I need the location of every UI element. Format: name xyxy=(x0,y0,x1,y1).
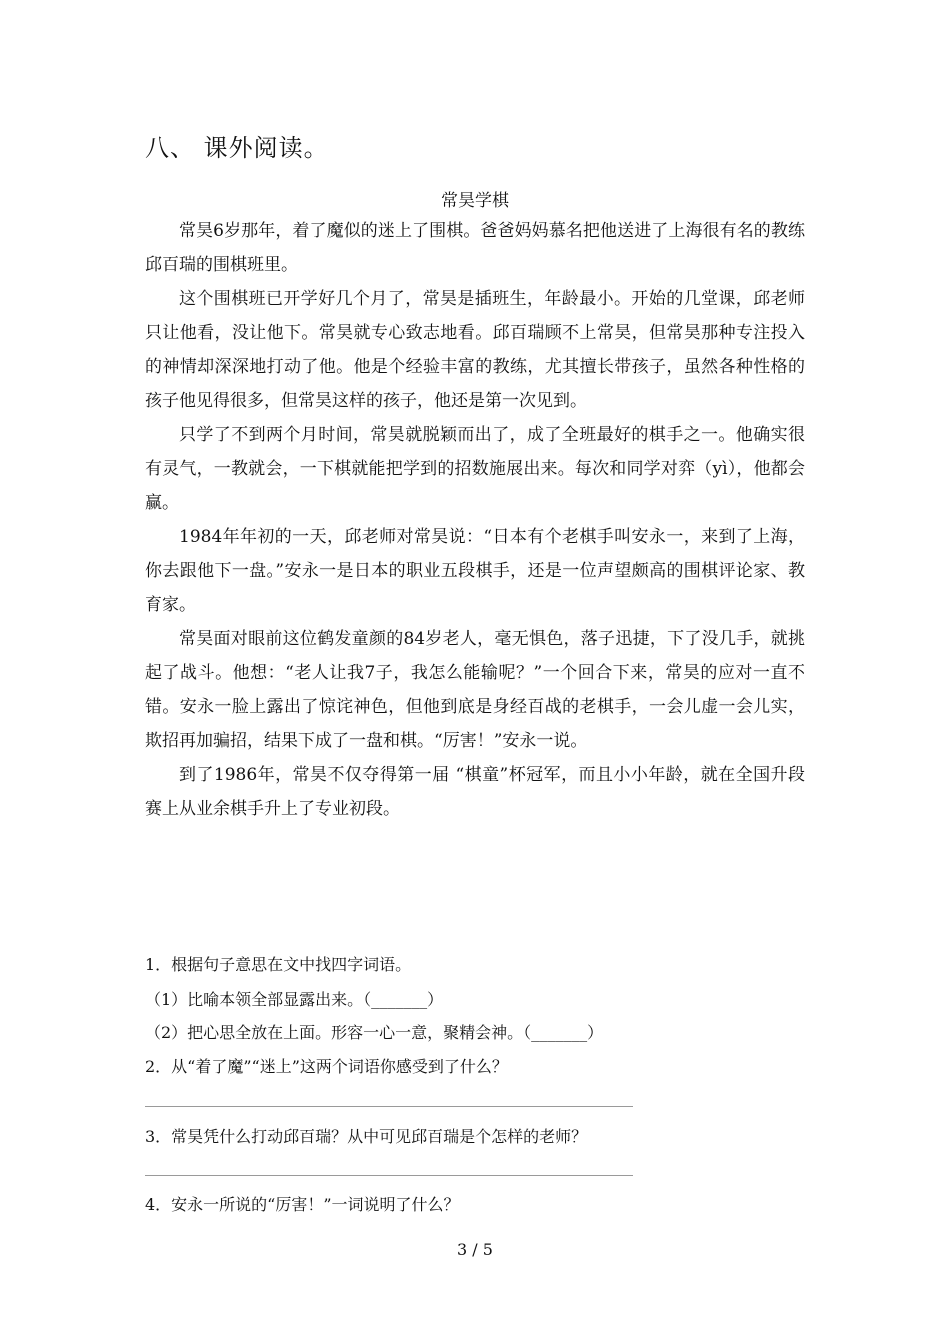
section-title: 八、 课外阅读。 xyxy=(145,134,329,162)
question-1-2: （2）把心思全放在上面。形容一心一意，聚精会神。（_______） xyxy=(145,1023,604,1042)
question-4: 4．安永一所说的“厉害！”一词说明了什么？ xyxy=(145,1195,460,1214)
question-2: 2．从“着了魔”“迷上”这两个词语你感受到了什么？ xyxy=(145,1057,508,1076)
story-title: 常昊学棋 xyxy=(441,191,509,211)
paragraph: 常昊面对眼前这位鹤发童颜的84岁老人，毫无惧色，落子迅捷，下了没几手，就挑起了战斗。他想：“老人让我7子，我怎么能输呢？”一个回合下来，常昊的应对一直不错。安永一脸上露出了惊诧神色，但他到底是身经百战的老棋手，一会儿虚一会儿实，欺招再加骗招，结果下成了一盘和棋。“厉害！”安永一说。 xyxy=(145,629,805,751)
paragraph: 常昊6岁那年，着了魔似的迷上了围棋。爸爸妈妈慕名把他送进了上海很有名的教练邱百瑞的围棋班里。 xyxy=(145,221,805,275)
page-number: 3 / 5 xyxy=(457,1240,493,1259)
question-1: 1．根据句子意思在文中找四字词语。 xyxy=(145,955,412,974)
paragraph: 1984年年初的一天，邱老师对常昊说：“日本有个老棋手叫安永一，来到了上海，你去跟他下一盘。”安永一是日本的职业五段棋手，还是一位声望颇高的围棋评论家、教育家。 xyxy=(145,527,805,615)
answer-line xyxy=(145,1175,633,1176)
story-body xyxy=(145,214,805,826)
paragraph: 这个围棋班已开学好几个月了，常昊是插班生，年龄最小。开始的几堂课，邱老师只让他看，没让他下。常昊就专心致志地看。邱百瑞顾不上常昊，但常昊那种专注投入的神情却深深地打动了他。他是个经验丰富的教练，尤其擅长带孩子，虽然各种性格的孩子他见得很多，但常昊这样的孩子，他还是第一次见到。 xyxy=(145,289,805,411)
paragraph: 到了1986年，常昊不仅夺得第一届 “棋童”杯冠军，而且小小年龄，就在全国升段赛上从业余棋手升上了专业初段。 xyxy=(145,765,805,819)
question-3: 3．常昊凭什么打动邱百瑞？从中可见邱百瑞是个怎样的老师？ xyxy=(145,1127,588,1146)
paragraph: 只学了不到两个月时间，常昊就脱颖而出了，成了全班最好的棋手之一。他确实很有灵气，一教就会，一下棋就能把学到的招数施展出来。每次和同学对弈（yì），他都会赢。 xyxy=(145,425,805,513)
question-1-1: （1）比喻本领全部显露出来。（_______） xyxy=(145,990,444,1009)
answer-line xyxy=(145,1106,633,1107)
